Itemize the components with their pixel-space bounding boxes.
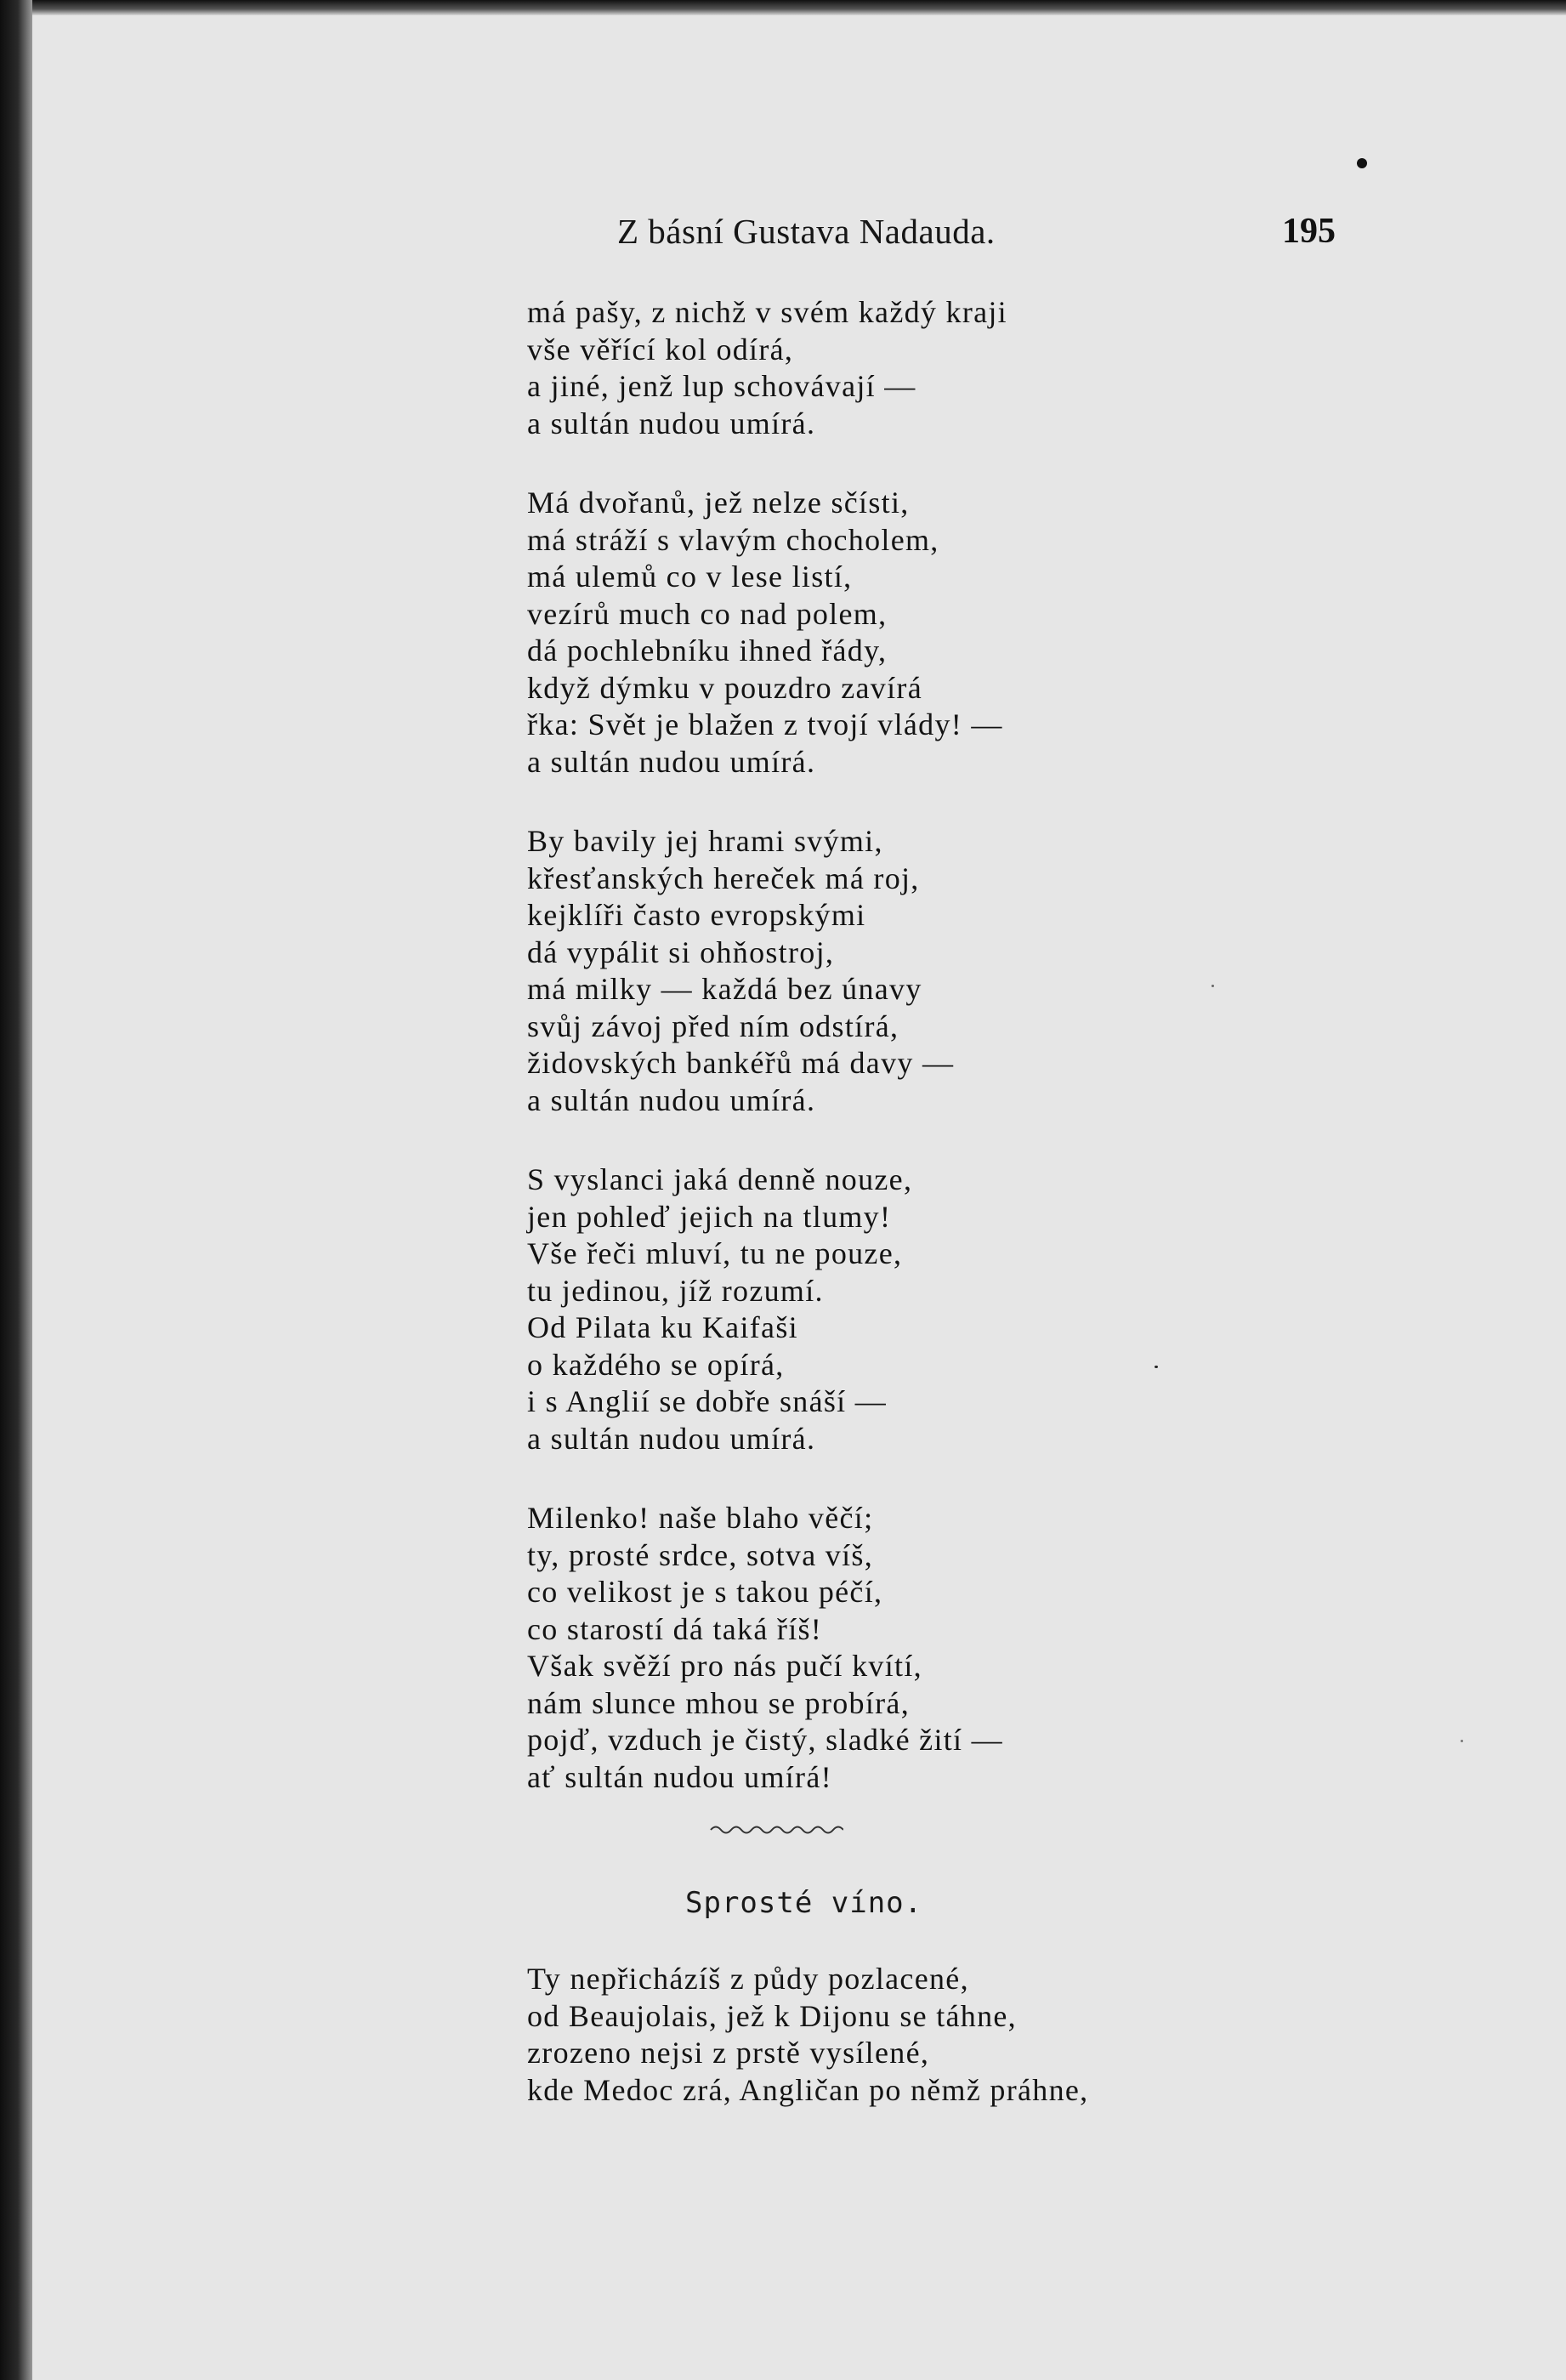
- verse-line: a sultán nudou umírá.: [527, 1421, 816, 1456]
- ink-speck: [1155, 1366, 1158, 1368]
- stanza: [527, 823, 1462, 1119]
- verse-line: židovských bankéřů má davy —: [527, 1046, 955, 1080]
- verse-line: zrozeno nejsi z prstě vysílené,: [527, 2036, 930, 2070]
- verse-line: Vše řeči mluví, tu ne pouze,: [527, 1236, 903, 1270]
- verse-line: ať sultán nudou umírá!: [527, 1759, 832, 1794]
- stanza: [527, 1162, 1462, 1457]
- verse-line: a sultán nudou umírá.: [527, 1082, 816, 1117]
- verse-line: a sultán nudou umírá.: [527, 406, 816, 440]
- verse-line: má milky — každá bez únavy: [527, 972, 922, 1006]
- stanza: [527, 485, 1462, 781]
- verse-line: má ulemů co v lese listí,: [527, 559, 853, 594]
- verse-line: jen pohleď jejich na tlumy!: [527, 1199, 892, 1234]
- section-title: Sprosté víno.: [685, 1886, 923, 1920]
- ink-speck: [1357, 158, 1367, 168]
- verse-line: Milenko! naše blaho věčí;: [527, 1501, 874, 1535]
- verse-line: co velikost je s takou péčí,: [527, 1575, 883, 1609]
- verse-line: dá pochlebníku ihned řády,: [527, 633, 888, 667]
- verse-line: nám slunce mhou se probírá,: [527, 1685, 910, 1720]
- verse-line: od Beaujolais, jež k Dijonu se táhne,: [527, 1998, 1017, 2033]
- verse-line: pojď, vzduch je čistý, sladké žití —: [527, 1723, 1003, 1757]
- verse-line: i s Anglií se dobře snáší —: [527, 1384, 888, 1418]
- verse-line: tu jedinou, jíž rozumí.: [527, 1273, 824, 1308]
- verse-line: Ty nepřicházíš z půdy pozlacené,: [527, 1962, 969, 1996]
- stanza: [527, 1500, 1462, 1796]
- verse-line: dá vypálit si ohňostroj,: [527, 934, 835, 969]
- verse-line: když dýmku v pouzdro zavírá: [527, 670, 922, 705]
- poem-sproste-vino: [527, 1961, 1462, 2109]
- verse-line: Od Pilata ku Kaifaši: [527, 1310, 798, 1344]
- verse-line: vše věřící kol odírá,: [527, 332, 794, 366]
- verse-line: co starostí dá taká říš!: [527, 1611, 823, 1646]
- verse-line: a sultán nudou umírá.: [527, 744, 816, 779]
- page-number: 195: [1282, 212, 1336, 251]
- ink-speck: [1211, 985, 1214, 987]
- verse-line: Však svěží pro nás pučí kvítí,: [527, 1649, 922, 1683]
- ink-speck: [1461, 1740, 1463, 1742]
- verse-line: vezírů much co nad polem,: [527, 596, 888, 631]
- scan-top-edge: [32, 0, 1566, 15]
- verse-line: By bavily jej hrami svými,: [527, 824, 883, 858]
- verse-line: a jiné, jenž lup schovávají —: [527, 369, 916, 403]
- verse-line: ty, prosté srdce, sotva víš,: [527, 1537, 873, 1572]
- book-spine-edge: [0, 0, 32, 2380]
- verse-line: S vyslanci jaká denně nouze,: [527, 1162, 913, 1196]
- verse-line: křesťanských hereček má roj,: [527, 861, 920, 895]
- verse-line: Má dvořanů, jež nelze sčísti,: [527, 486, 910, 520]
- verse-line: o každého se opírá,: [527, 1347, 785, 1382]
- verse-line: kejklíři často evropskými: [527, 898, 866, 932]
- running-head: Z básní Gustava Nadauda.: [617, 212, 996, 251]
- section-divider-ornament: [707, 1820, 843, 1837]
- poem-nadaud: [527, 294, 1462, 1838]
- verse-line: má stráží s vlavým chocholem,: [527, 522, 939, 557]
- verse-line: kde Medoc zrá, Angličan po němž práhne,: [527, 2072, 1089, 2107]
- verse-line: řka: Svět je blažen z tvojí vlády! —: [527, 707, 1003, 741]
- verse-line: má pašy, z nichž v svém každý kraji: [527, 295, 1007, 329]
- stanza: [527, 294, 1462, 442]
- verse-line: svůj závoj před ním odstírá,: [527, 1008, 899, 1043]
